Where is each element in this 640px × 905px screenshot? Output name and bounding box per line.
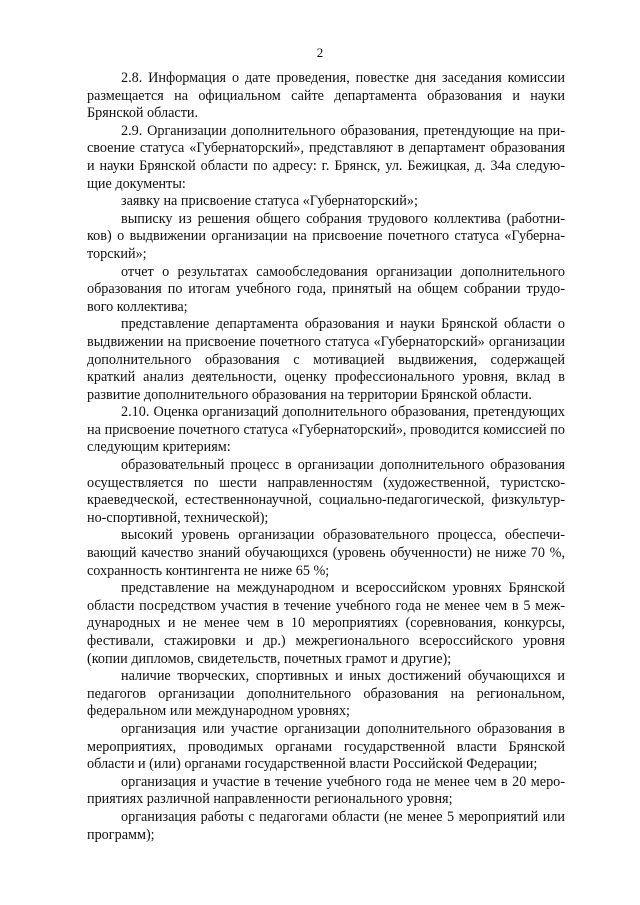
paragraph-2-8: 2.8. Информация о дате проведения, повестке дня заседания комиссии размещается на официальном сайте департамента образования и науки Брянской области. bbox=[87, 70, 565, 122]
criterion-regional-events: организация и участие в течение учебного года не менее чем в 20 мероприятиях различной направленности регионального уровня; bbox=[87, 773, 565, 808]
criterion-achievements: наличие творческих, спортивных и иных достижений обучающихся и педагогов организации дополнительного образования на региональном, федеральном или международном уровнях; bbox=[87, 668, 565, 720]
criterion-government-events: организация или участие организации дополнительного образования в мероприятиях, проводимых органами государственной власти Брянской области и (или) органами государственной власти Российской Федерации; bbox=[87, 720, 565, 773]
list-item-application: заявку на присвоение статуса «Губернаторский»; bbox=[121, 193, 418, 210]
criterion-international-representation: представление на международном и всероссийском уровнях Брянской области посредством участия в течение учебного года не менее чем в 5 международных и не менее чем в 10 мероприятиях (соревнования, конкурсы, фестивали, стажировки и др.) межрегионального всероссийского уровня (копии дипломов, свидетельств, почетных грамот и другие); bbox=[87, 580, 565, 667]
list-item-self-assessment-report: отчет о результатах самообследования организации дополнительного образования по итогам учебного года, принятый на общем собрании трудового коллектива; bbox=[87, 263, 565, 315]
list-item-department-submission: представление департамента образования и науки Брянской области о выдвижении на присвоение почетного статуса «Губернаторский» организации дополнительного образования с мотивацией выдвижения, содержащей краткий анализ деятельности, оценку профессионального уровня, вклад в развитие дополнительного образования на территории Брянской области. bbox=[87, 316, 565, 403]
document-body bbox=[87, 70, 565, 844]
criterion-six-directions: образовательный процесс в организации дополнительного образования осуществляется по шести направленностям (художественной, туристскокраеведческой, естественнонаучной, социально-педагогической, физкультурно-спортивной, технической); bbox=[87, 457, 565, 526]
list-item-meeting-extract: выписку из решения общего собрания трудового коллектива (работников) о выдвижении организации на присвоение почетного статуса «Губернаторский»; bbox=[87, 210, 565, 262]
paragraph-2-10: 2.10. Оценка организаций дополнительного образования, претендующих на присвоение почетного статуса «Губернаторский», проводится комиссией по следующим критериям: bbox=[87, 404, 565, 456]
page-number: 2 bbox=[316, 45, 324, 60]
paragraph-2-9: 2.9. Организации дополнительного образования, претендующие на присвоение статуса «Губернаторский», представляют в департамент образования и науки Брянской области по адресу: г. Брянск, ул. Бежицкая, д. 34а следующие документы: bbox=[87, 122, 565, 192]
criterion-education-quality: высокий уровень организации образовательного процесса, обеспечивающий качество знаний обучающихся (уровень обученности) не ниже 70 %, сохранность контингента не ниже 65 %; bbox=[87, 527, 565, 579]
criterion-teacher-work: организация работы с педагогами области (не менее 5 мероприятий или программ); bbox=[87, 808, 565, 843]
